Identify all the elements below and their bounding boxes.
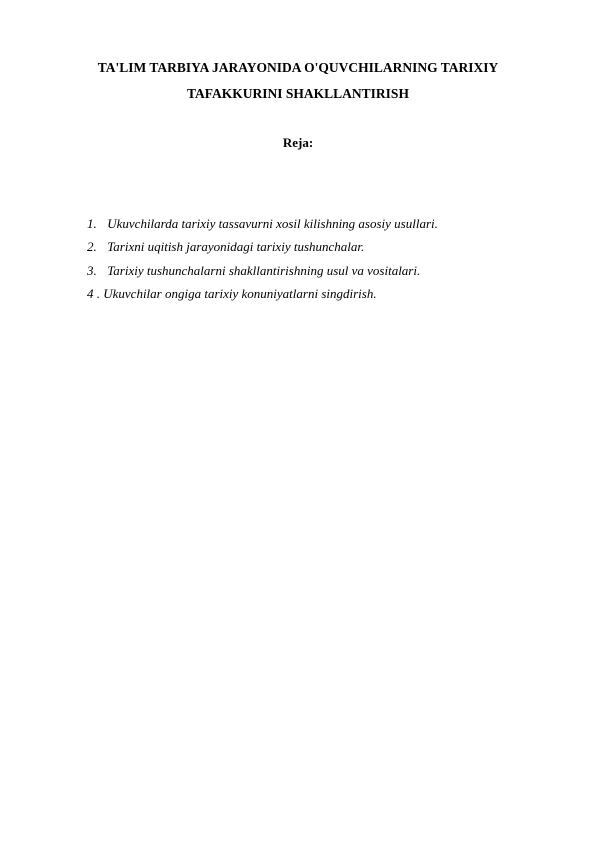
plan-item-text: Tarixni uqitish jarayonidagi tarixiy tushunchalar. — [107, 239, 365, 255]
plan-item-number: 2. — [87, 239, 97, 255]
plan-item-3 — [87, 263, 438, 286]
plan-item-1 — [87, 216, 438, 239]
plan-item-number: 3. — [87, 262, 97, 278]
document-title-line-2: TAFAKKURINI SHAKLLANTIRISH — [187, 86, 409, 101]
plan-item-2 — [87, 239, 438, 262]
document-title-line-1: TA'LIM TARBIYA JARAYONIDA O'QUVCHILARNING TARIXIY — [97, 60, 499, 75]
plan-item-text: Tarixiy tushunchalarni shakllantirishning usul va vositalari. — [107, 262, 421, 278]
plan-list — [87, 216, 438, 309]
plan-item-number: 1. — [87, 216, 97, 231]
plan-item-text: Ukuvchilar ongiga tarixiy konuniyatlarni singdirish. — [103, 285, 377, 301]
plan-item-text: Ukuvchilarda tarixiy tassavurni xosil kilishning asosiy usullari. — [107, 216, 438, 231]
plan-item-number: 4 . — [87, 285, 100, 301]
plan-heading: Reja: — [282, 135, 314, 150]
plan-item-4 — [87, 286, 438, 309]
